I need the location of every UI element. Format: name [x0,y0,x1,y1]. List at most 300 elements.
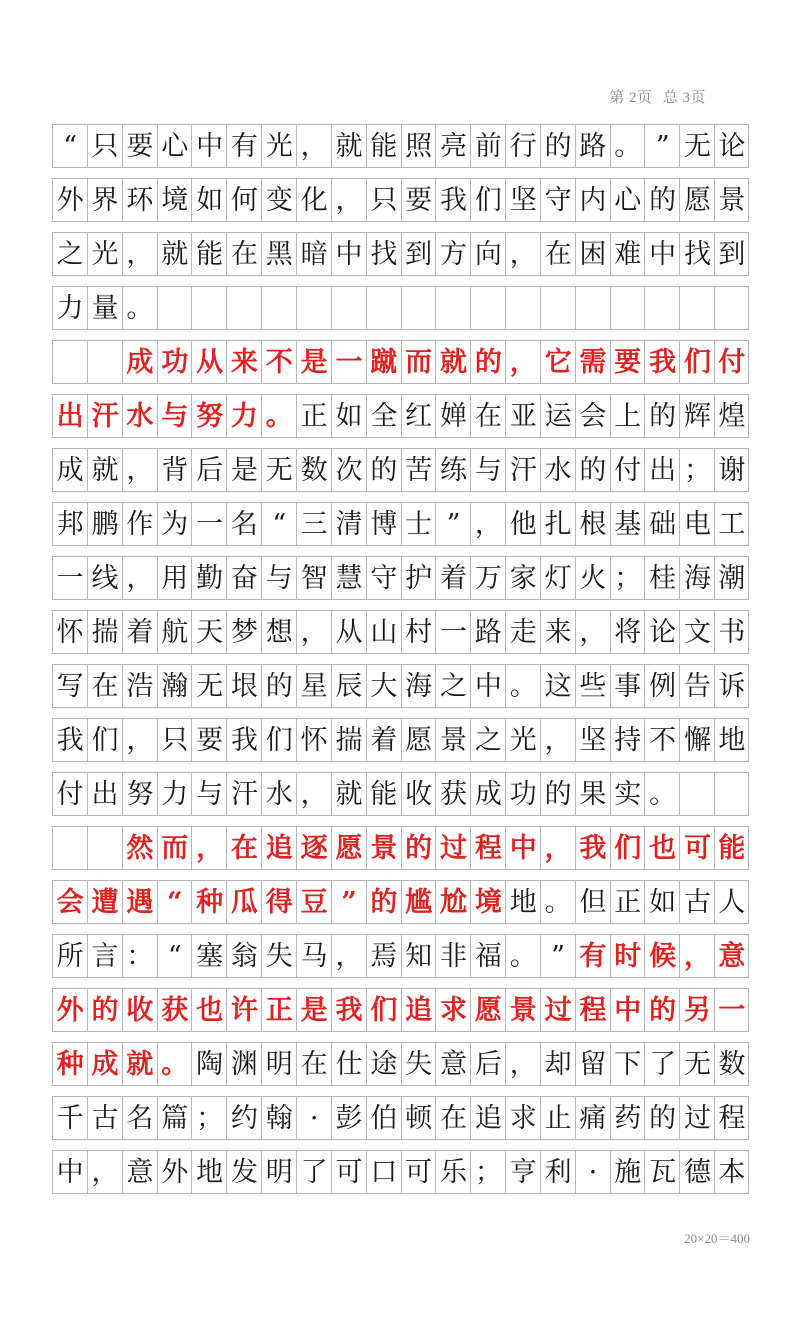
grid-cell: 我 [52,718,87,762]
grid-cell: 不 [644,718,679,762]
grid-cell: 许 [226,988,261,1032]
grid-cell: 基 [610,502,645,546]
grid-cell: 在 [226,826,261,870]
grid-cell: 不 [261,340,296,384]
grid-cell: 后 [191,448,226,492]
grid-cell: 着 [366,718,401,762]
grid-cell: 了 [644,1042,679,1086]
grid-cell: 上 [610,394,645,438]
grid-cell: ； [191,1096,226,1140]
grid-cell: 火 [575,556,610,600]
grid-cell: 水 [261,772,296,816]
grid-cell: 辉 [679,394,714,438]
grid-cell: 与 [157,394,192,438]
grid-cell: 意 [714,934,749,978]
grid-cell: 追 [401,988,436,1032]
grid-cell: 它 [540,340,575,384]
grid-cell [470,286,505,330]
grid-cell: 但 [575,880,610,924]
grid-cell: 三 [296,502,331,546]
grid-cell: 景 [435,718,470,762]
grid-cell: 数 [714,1042,749,1086]
grid-cell: 候 [644,934,679,978]
grid-cell: 外 [52,988,87,1032]
grid-cell: 收 [401,772,436,816]
grid-cell: 作 [122,502,157,546]
grid-cell: 在 [87,664,122,708]
grid-cell: 外 [52,178,87,222]
grid-cell: 到 [401,232,436,276]
grid-cell: 的 [644,394,679,438]
grid-cell: 与 [261,556,296,600]
grid-cell: 福 [470,934,505,978]
grid-cell: ， [122,718,157,762]
grid-row [52,1042,749,1096]
grid-cell: 明 [261,1150,296,1194]
grid-cell: 们 [87,718,122,762]
grid-cell: 光 [87,232,122,276]
grid-cell: 扎 [540,502,575,546]
grid-cell: 的 [366,448,401,492]
grid-cell: 这 [540,664,575,708]
grid-cell: 能 [191,232,226,276]
grid-cell: 谢 [714,448,749,492]
grid-cell: 仕 [331,1042,366,1086]
grid-cell: 们 [679,340,714,384]
grid-cell: 时 [610,934,645,978]
grid-cell: 揣 [331,718,366,762]
grid-cell: 如 [331,394,366,438]
grid-cell: 次 [331,448,366,492]
grid-cell: 困 [575,232,610,276]
grid-cell: 过 [540,988,575,1032]
grid-cell: 向 [470,232,505,276]
grid-cell: 塞 [191,934,226,978]
grid-cell: 功 [505,772,540,816]
grid-cell: 在 [540,232,575,276]
grid-cell: 人 [714,880,749,924]
grid-cell: 来 [540,610,575,654]
grid-cell: 可 [401,1150,436,1194]
grid-cell: 电 [679,502,714,546]
grid-cell: 愿 [470,988,505,1032]
grid-cell: 前 [470,124,505,168]
grid-cell: 础 [644,502,679,546]
grid-cell: ” [331,880,366,924]
grid-cell: 然 [122,826,157,870]
grid-row [52,340,749,394]
grid-cell: 名 [226,502,261,546]
grid-cell: 着 [435,556,470,600]
grid-cell: 过 [435,826,470,870]
grid-cell: 。 [610,124,645,168]
grid-row [52,502,749,556]
grid-cell: 清 [331,502,366,546]
grid-cell: 万 [470,556,505,600]
grid-cell: 量 [87,286,122,330]
grid-cell: 方 [435,232,470,276]
grid-cell: 愿 [679,178,714,222]
grid-cell: 水 [122,394,157,438]
grid-cell: 所 [52,934,87,978]
grid-cell: 中 [191,124,226,168]
grid-cell: 能 [714,826,749,870]
grid-cell: 天 [191,610,226,654]
grid-cell [226,286,261,330]
grid-cell: 行 [505,124,540,168]
grid-cell: ； [610,556,645,600]
grid-cell: 有 [575,934,610,978]
grid-cell: 梦 [226,610,261,654]
grid-cell: 尴 [401,880,436,924]
grid-cell: 一 [435,610,470,654]
grid-row [52,880,749,934]
grid-cell: 会 [52,880,87,924]
grid-cell: 。 [157,1042,192,1086]
grid-cell: 我 [644,340,679,384]
grid-cell: 意 [435,1042,470,1086]
grid-cell: 们 [610,826,645,870]
grid-cell: 成 [52,448,87,492]
grid-cell: ， [679,934,714,978]
grid-cell [610,286,645,330]
grid-cell: 的 [261,664,296,708]
grid-cell: 持 [610,718,645,762]
grid-cell: 从 [191,340,226,384]
grid-cell: ， [505,232,540,276]
grid-cell: ， [331,934,366,978]
grid-cell: 止 [540,1096,575,1140]
grid-cell: 海 [679,556,714,600]
grid-cell: 我 [435,178,470,222]
grid-cell: 。 [644,772,679,816]
grid-cell: 德 [679,1150,714,1194]
grid-cell [296,286,331,330]
grid-cell: 出 [52,394,87,438]
grid-cell: 中 [644,232,679,276]
grid-cell: 有 [226,124,261,168]
grid-cell: 名 [122,1096,157,1140]
grid-cell: 难 [610,232,645,276]
grid-cell: 也 [191,988,226,1032]
grid-cell: 是 [226,448,261,492]
grid-cell: 想 [261,610,296,654]
grid-cell: 追 [261,826,296,870]
grid-row [52,448,749,502]
grid-cell: 护 [401,556,436,600]
grid-cell: 博 [366,502,401,546]
grid-cell: 航 [157,610,192,654]
grid-cell: 失 [401,1042,436,1086]
grid-cell: 正 [261,988,296,1032]
grid-cell: ； [679,448,714,492]
grid-cell: 的 [401,826,436,870]
grid-cell: 明 [261,1042,296,1086]
grid-cell: 景 [505,988,540,1032]
grid-cell [401,286,436,330]
grid-cell: 地 [714,718,749,762]
grid-cell: 。 [122,286,157,330]
grid-cell: ， [296,124,331,168]
grid-cell: 家 [505,556,540,600]
grid-cell: 下 [610,1042,645,1086]
grid-cell: 马 [296,934,331,978]
grid-cell: 言 [87,934,122,978]
grid-cell: 找 [366,232,401,276]
grid-cell: 一 [52,556,87,600]
essay-grid [52,124,749,1202]
grid-cell: 只 [366,178,401,222]
grid-cell: 也 [644,826,679,870]
grid-cell: 力 [226,394,261,438]
grid-cell: 豆 [296,880,331,924]
grid-cell: 例 [644,664,679,708]
grid-cell [714,772,749,816]
grid-cell: 大 [366,664,401,708]
grid-cell: 要 [122,124,157,168]
grid-cell: 获 [435,772,470,816]
grid-cell: 我 [331,988,366,1032]
grid-cell: “ [261,502,296,546]
grid-cell: 无 [679,1042,714,1086]
grid-cell: 本 [714,1150,749,1194]
grid-cell: 尬 [435,880,470,924]
grid-cell: 另 [679,988,714,1032]
grid-cell: ” [540,934,575,978]
grid-cell: ， [331,178,366,222]
grid-cell: 求 [505,1096,540,1140]
grid-row [52,664,749,718]
grid-cell: ” [644,124,679,168]
grid-cell: 能 [366,772,401,816]
grid-cell: 婵 [435,394,470,438]
grid-cell: 汗 [226,772,261,816]
grid-cell: 千 [52,1096,87,1140]
grid-cell: 付 [714,340,749,384]
grid-cell: 守 [366,556,401,600]
grid-cell: 景 [714,178,749,222]
grid-cell [52,340,87,384]
grid-cell: 瀚 [157,664,192,708]
grid-cell: 书 [714,610,749,654]
grid-cell: 遇 [122,880,157,924]
grid-cell: 只 [157,718,192,762]
grid-cell: 逐 [296,826,331,870]
grid-cell: 却 [540,1042,575,1086]
grid-cell: 篇 [157,1096,192,1140]
grid-cell: 程 [575,988,610,1032]
grid-cell: 就 [157,232,192,276]
grid-cell: 垠 [226,664,261,708]
grid-row [52,988,749,1042]
grid-cell: 而 [401,340,436,384]
grid-cell: 途 [366,1042,401,1086]
grid-cell: 如 [644,880,679,924]
grid-cell: 。 [505,934,540,978]
grid-cell: 潮 [714,556,749,600]
grid-cell: 勤 [191,556,226,600]
grid-cell: 无 [191,664,226,708]
grid-cell: 地 [191,1150,226,1194]
grid-cell: 将 [610,610,645,654]
grid-cell: 村 [401,610,436,654]
grid-cell: 们 [366,988,401,1032]
grid-cell: 心 [610,178,645,222]
grid-cell: 意 [122,1150,157,1194]
grid-cell: 中 [470,664,505,708]
grid-cell: 士 [401,502,436,546]
grid-cell: 练 [435,448,470,492]
grid-cell: 付 [610,448,645,492]
grid-row [52,556,749,610]
grid-cell: ， [470,502,505,546]
grid-cell: 愿 [401,718,436,762]
grid-cell: 就 [435,340,470,384]
grid-cell: 论 [644,610,679,654]
grid-cell: 的 [87,988,122,1032]
grid-row [52,124,749,178]
grid-cell: 。 [505,664,540,708]
grid-cell: 桂 [644,556,679,600]
grid-cell: 伯 [366,1096,401,1140]
grid-cell: 收 [122,988,157,1032]
grid-cell: 程 [470,826,505,870]
grid-cell: 瓦 [644,1150,679,1194]
grid-row [52,610,749,664]
grid-cell: 运 [540,394,575,438]
grid-cell: 坚 [505,178,540,222]
grid-cell: 文 [679,610,714,654]
grid-cell: ， [296,610,331,654]
grid-cell: 我 [575,826,610,870]
grid-cell: 就 [87,448,122,492]
grid-cell: 亮 [435,124,470,168]
grid-cell: 在 [470,394,505,438]
grid-cell: “ [157,934,192,978]
grid-cell: 努 [122,772,157,816]
grid-cell: 星 [296,664,331,708]
grid-cell: 慧 [331,556,366,600]
grid-cell [540,286,575,330]
grid-row [52,718,749,772]
grid-cell: 山 [366,610,401,654]
grid-cell: ， [87,1150,122,1194]
grid-cell: ” [435,502,470,546]
grid-spec: 20×20＝400 [684,1231,750,1246]
grid-cell: ； [470,1150,505,1194]
grid-cell [366,286,401,330]
grid-cell: 地 [505,880,540,924]
grid-row [52,934,749,988]
grid-cell: 照 [401,124,436,168]
grid-cell: 非 [435,934,470,978]
grid-cell: 中 [331,232,366,276]
grid-cell: 化 [296,178,331,222]
grid-cell: 程 [714,1096,749,1140]
grid-cell: 就 [331,124,366,168]
grid-cell: 的 [644,1096,679,1140]
grid-cell: 景 [366,826,401,870]
grid-cell: 苦 [401,448,436,492]
grid-cell: 失 [261,934,296,978]
grid-cell [679,286,714,330]
grid-cell: 种 [191,880,226,924]
grid-cell: 渊 [226,1042,261,1086]
page-total: 总 3页 [662,90,706,106]
grid-cell: 路 [470,610,505,654]
grid-row [52,286,749,340]
grid-cell: ， [540,718,575,762]
grid-cell: 告 [679,664,714,708]
grid-cell: 力 [157,772,192,816]
grid-cell [435,286,470,330]
grid-cell: 而 [157,826,192,870]
grid-cell: 要 [610,340,645,384]
grid-cell: 全 [366,394,401,438]
grid-cell [505,286,540,330]
grid-cell: 光 [505,718,540,762]
grid-cell [679,772,714,816]
grid-cell: 留 [575,1042,610,1086]
grid-cell: 路 [575,124,610,168]
grid-cell: ， [505,340,540,384]
grid-cell: 遭 [87,880,122,924]
grid-cell: 何 [226,178,261,222]
grid-cell: 我 [226,718,261,762]
grid-row [52,394,749,448]
grid-cell: 口 [366,1150,401,1194]
grid-cell: 与 [470,448,505,492]
grid-cell: 就 [122,1042,157,1086]
grid-cell: 他 [505,502,540,546]
grid-cell: 会 [575,394,610,438]
grid-cell: 施 [610,1150,645,1194]
grid-cell: 汗 [87,394,122,438]
grid-cell: 发 [226,1150,261,1194]
grid-cell [714,286,749,330]
grid-cell: 种 [52,1042,87,1086]
grid-cell: 辰 [331,664,366,708]
grid-cell: 与 [191,772,226,816]
grid-cell: 的 [575,448,610,492]
grid-cell: 中 [505,826,540,870]
grid-cell: 事 [610,664,645,708]
grid-cell: 无 [679,124,714,168]
grid-cell: 黑 [261,232,296,276]
grid-cell: 的 [644,178,679,222]
grid-cell: 写 [52,664,87,708]
grid-cell: 中 [610,988,645,1032]
grid-row [52,772,749,826]
grid-cell: 陶 [191,1042,226,1086]
grid-cell: 焉 [366,934,401,978]
grid-cell: 在 [435,1096,470,1140]
page-indicator [603,86,706,107]
grid-cell: 追 [470,1096,505,1140]
grid-cell: 境 [157,178,192,222]
grid-cell: 光 [261,124,296,168]
grid-cell: 变 [261,178,296,222]
grid-cell: 古 [679,880,714,924]
grid-cell: 数 [296,448,331,492]
grid-cell: 翰 [261,1096,296,1140]
grid-cell: 知 [401,934,436,978]
grid-cell [575,286,610,330]
grid-cell: 怀 [52,610,87,654]
grid-cell: ， [122,556,157,600]
grid-cell: 能 [366,124,401,168]
grid-cell: 亚 [505,394,540,438]
